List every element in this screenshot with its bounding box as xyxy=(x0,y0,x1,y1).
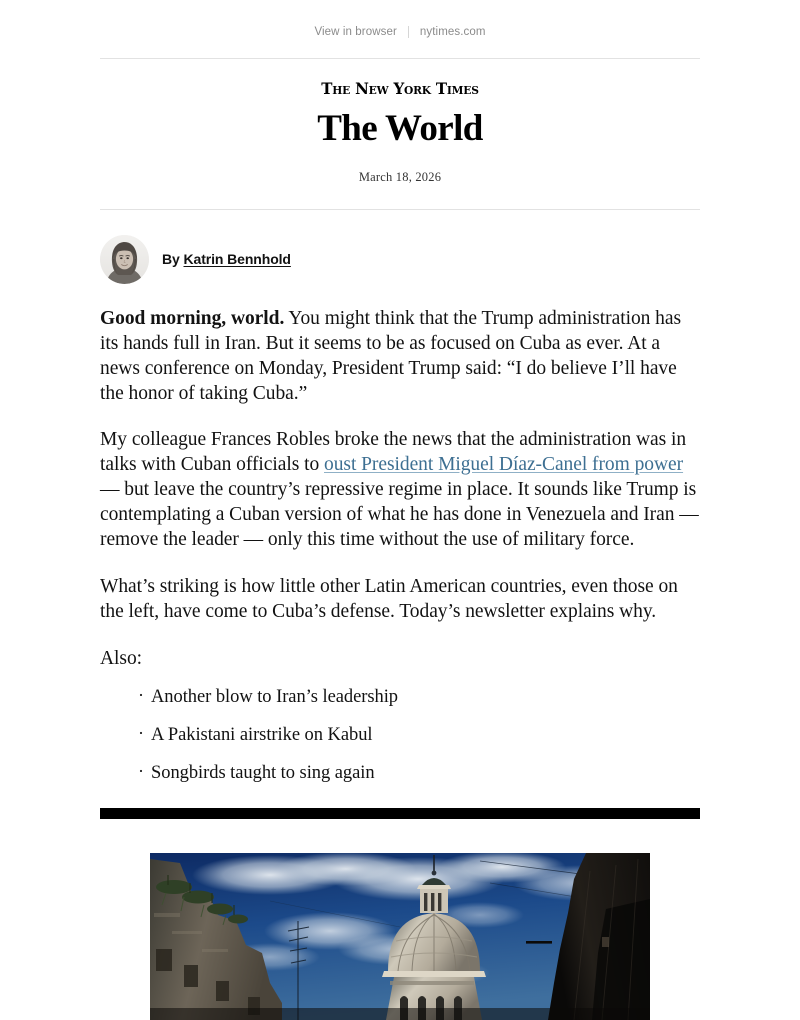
paragraph-1 xyxy=(100,306,700,406)
paragraph-2 xyxy=(100,427,700,552)
masthead xyxy=(0,59,800,185)
nytimes-site-link[interactable]: nytimes.com xyxy=(419,26,486,38)
list-item[interactable]: · A Pakistani airstrike on Kabul xyxy=(138,723,700,747)
author-link[interactable]: Katrin Bennhold xyxy=(183,251,291,267)
list-item[interactable]: · Songbirds taught to sing again xyxy=(138,761,700,785)
issue-date: March 18, 2026 xyxy=(358,169,442,184)
also-list xyxy=(100,685,700,785)
preheader-divider xyxy=(408,26,409,38)
paragraph-2-after: — but leave the country’s repressive regime in place. It sounds like Trump is contemplating a Cuban version of what he has done in Venezuela and Iran — remove the leader — only this time without the use of military force. xyxy=(100,478,699,550)
article-body xyxy=(100,284,700,785)
view-in-browser-link[interactable]: View in browser xyxy=(314,26,397,38)
byline xyxy=(100,210,700,284)
avatar xyxy=(100,235,149,284)
byline-prefix: By xyxy=(162,251,184,267)
nyt-logo[interactable]: The New York Times xyxy=(321,79,479,98)
paragraph-1-text: You might think that the Trump administration has its hands full in Iran. But it seems to be as focused on Cuba as ever. At a news conference on Monday, President Trump said: “I do believe I’ll have the honor of taking Cuba.” xyxy=(100,307,682,404)
paragraph-2-before: My colleague Frances Robles broke the news that the administration was in talks with Cuban officials to xyxy=(100,428,687,475)
hero-image[interactable] xyxy=(150,853,650,1020)
list-item[interactable]: · Another blow to Iran’s leadership xyxy=(138,685,700,709)
section-divider-bar xyxy=(100,808,700,819)
diaz-canel-article-link[interactable]: oust President Miguel Díaz-Canel from power xyxy=(324,453,684,475)
also-label: Also: xyxy=(100,647,143,669)
lead-in-bold: Good morning, world. xyxy=(100,307,285,329)
newsletter-title: The World xyxy=(317,107,483,149)
byline-text xyxy=(162,251,291,267)
preheader-bar xyxy=(0,0,800,52)
paragraph-3: What’s striking is how little other Latin American countries, even those on the left, have come to Cuba’s defense. Today’s newsletter explains why. xyxy=(100,575,678,622)
